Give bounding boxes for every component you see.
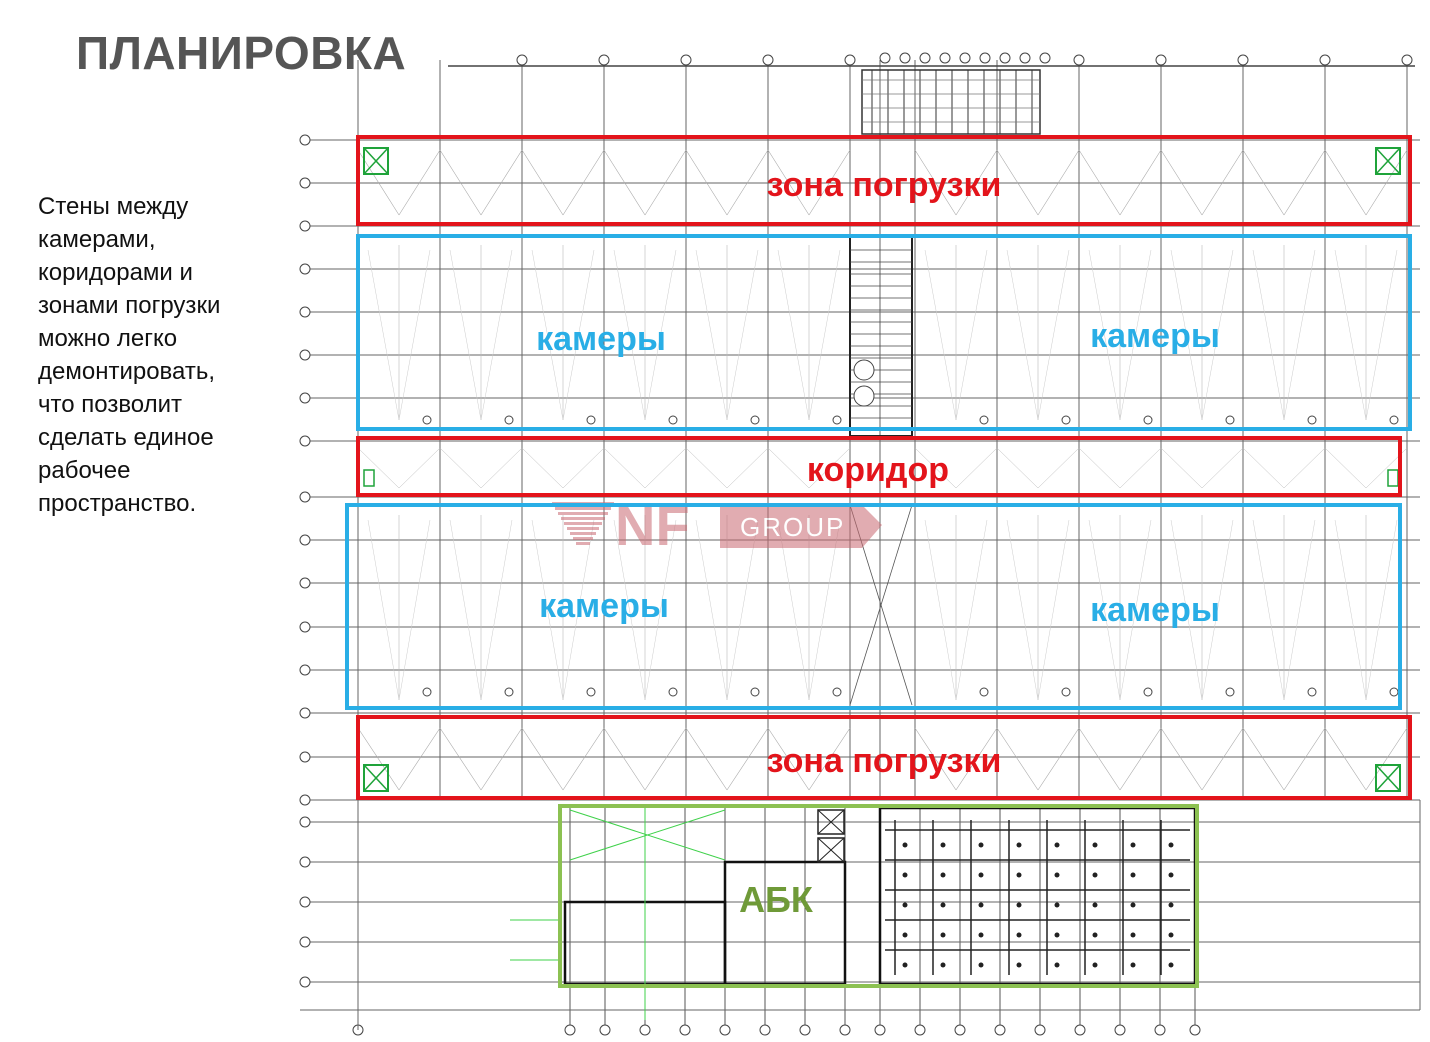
office-dot [941,933,946,938]
rack-line [727,250,758,420]
truss-line [1284,728,1325,790]
grid-axis-marker [300,857,310,867]
rack-line [1007,520,1038,700]
column-marker [751,688,759,696]
column-marker [980,416,988,424]
rack-line [1284,250,1315,420]
column-marker [833,416,841,424]
truss-line [1284,448,1325,488]
label-loading-top: зона погрузки [766,166,1002,204]
truss-line [727,728,768,790]
truss-line [1243,728,1284,790]
grid-axis-marker [300,178,310,188]
column-marker [423,416,431,424]
office-dot [941,903,946,908]
grid-axis-marker [640,1025,650,1035]
grid-axis-marker [300,622,310,632]
office-dot [1055,963,1060,968]
grid-axis-marker [1020,53,1030,63]
grid-axis-marker [980,53,990,63]
office-dot [1093,873,1098,878]
grid-axis-marker [300,535,310,545]
column-marker [1062,688,1070,696]
truss-line [686,448,727,488]
office-dot [1131,843,1136,848]
column-marker [1308,688,1316,696]
truss-line [481,448,522,488]
truss-line [440,728,481,790]
column-marker [1390,416,1398,424]
office-dot [1131,963,1136,968]
office-dot [1169,903,1174,908]
grid-axis-marker [1238,55,1248,65]
rack-line [1253,520,1284,700]
column-marker [980,688,988,696]
column-marker [1308,416,1316,424]
grid-axis-marker [880,53,890,63]
label-office: АБК [739,879,813,920]
truss-line [1325,448,1366,488]
column-marker [423,688,431,696]
column-marker [1144,416,1152,424]
grid-axis-marker [600,1025,610,1035]
grid-axis-marker [1074,55,1084,65]
rack-line [450,520,481,700]
grid-axis-marker [300,264,310,274]
rack-line [1038,520,1069,700]
truss-line [1202,728,1243,790]
column-marker [669,688,677,696]
rack-line [1007,250,1038,420]
grid-axis-marker [940,53,950,63]
truss-line [956,448,997,488]
watermark-stripe [567,527,599,530]
grid-axis-marker [760,1025,770,1035]
grid-axis-marker [300,937,310,947]
office-dot [1169,873,1174,878]
rack-line [1284,520,1315,700]
office-dot [979,963,984,968]
office-dot [1093,903,1098,908]
rack-line [368,250,399,420]
label-chambers-top-left: камеры [536,320,666,358]
office-dot [903,933,908,938]
truss-line [997,448,1038,488]
office-dot [979,873,984,878]
office-dot [1055,933,1060,938]
office-dot [1093,933,1098,938]
label-chambers-bottom-right: камеры [1090,591,1220,629]
grid-axis-marker [875,1025,885,1035]
column-marker [505,688,513,696]
grid-axis-marker [300,578,310,588]
column-marker [1144,688,1152,696]
grid-axis-marker [300,977,310,987]
watermark-group: GROUP [740,512,846,542]
truss-line [768,448,809,488]
truss-line [997,728,1038,790]
grid-axis-marker [300,492,310,502]
rack-line [450,250,481,420]
office-dot [903,873,908,878]
grid-axis-marker [840,1025,850,1035]
office-dot [903,903,908,908]
office-dot [979,843,984,848]
truss-line [727,448,768,488]
dock-marker [364,470,374,486]
grid-axis-marker [300,708,310,718]
office-dot [903,843,908,848]
grid-axis-marker [517,55,527,65]
watermark-stripe [564,522,602,525]
rack-line [399,250,430,420]
rack-line [1253,250,1284,420]
rack-line [778,250,809,420]
column-marker [1062,416,1070,424]
rack-line [1335,520,1366,700]
truss-line [399,448,440,488]
grid-axis-marker [1035,1025,1045,1035]
office-dot [1169,963,1174,968]
rack-line [956,250,987,420]
column-marker [1226,688,1234,696]
grid-axis-marker [960,53,970,63]
rack-line [925,520,956,700]
office-dot [1131,873,1136,878]
grid-axis-marker [300,307,310,317]
grid-axis-marker [1115,1025,1125,1035]
label-chambers-top-right: камеры [1090,317,1220,355]
watermark-stripe [570,532,596,535]
office-dot [1017,903,1022,908]
column-marker [1226,416,1234,424]
truss-line [1038,448,1079,488]
page-title: ПЛАНИРОВКА [76,27,407,79]
column-marker [669,416,677,424]
core-equipment [854,386,874,406]
core-equipment [854,360,874,380]
grid-axis-marker [1000,53,1010,63]
column-marker [751,416,759,424]
label-corridor: коридор [806,451,950,489]
truss-line [440,448,481,488]
office-dot [903,963,908,968]
column-marker [1390,688,1398,696]
truss-line [1120,728,1161,790]
office-dot [1055,873,1060,878]
office-dot [1093,843,1098,848]
grid-axis-marker [300,135,310,145]
office-dot [1169,933,1174,938]
office-dot [1017,963,1022,968]
truss-line [1038,728,1079,790]
office-dot [1131,903,1136,908]
truss-line [645,728,686,790]
office-dot [941,963,946,968]
rack-line [1335,250,1366,420]
truss-line [1120,448,1161,488]
rack-line [399,520,430,700]
label-loading-bottom: зона погрузки [766,742,1002,780]
zone-office [560,806,1197,986]
rack-line [925,250,956,420]
grid-axis-marker [845,55,855,65]
rack-line [696,250,727,420]
truss-line [1079,728,1120,790]
grid-axis-marker [680,1025,690,1035]
rack-line [1038,250,1069,420]
office-dot [1131,933,1136,938]
office-dot [1017,933,1022,938]
rack-line [481,250,512,420]
grid-axis-marker [1156,55,1166,65]
truss-line [1202,448,1243,488]
truss-line [1079,448,1120,488]
grid-axis-marker [1040,53,1050,63]
watermark-stripe [576,542,590,545]
column-marker [587,416,595,424]
watermark-stripe [561,517,605,520]
grid-axis-marker [300,350,310,360]
description-text: Стены между камерами, коридорами и зонами погрузки можно легко демонтировать, что позволит сделать единое рабочее пространство. [38,193,221,517]
watermark-nf: NF [615,494,690,557]
label-chambers-bottom-left: камеры [539,587,669,625]
column-marker [587,688,595,696]
watermark-logo-mark [552,502,614,545]
grid-axis-marker [763,55,773,65]
grid-axis-marker [1190,1025,1200,1035]
truss-line [1161,448,1202,488]
office-dot [1093,963,1098,968]
office-dot [979,903,984,908]
column-marker [833,688,841,696]
truss-line [399,728,440,790]
truss-line [563,448,604,488]
truss-line [481,728,522,790]
grid-axis-marker [955,1025,965,1035]
grid-axis-marker [900,53,910,63]
grid-axis-marker [300,795,310,805]
office-dot [1055,903,1060,908]
grid-axis-marker [300,393,310,403]
grid-axis-marker [1320,55,1330,65]
office-dot [1017,843,1022,848]
grid-axis-marker [300,897,310,907]
truss-line [1243,448,1284,488]
rack-line [368,520,399,700]
office-dot [1169,843,1174,848]
truss-line [604,728,645,790]
column-marker [505,416,513,424]
grid-axis-marker [681,55,691,65]
truss-line [522,728,563,790]
grid-axis-marker [300,817,310,827]
office-dot [979,933,984,938]
rack-line [809,250,840,420]
grid-axis-marker [995,1025,1005,1035]
rack-line [1366,250,1397,420]
rack-line [481,520,512,700]
truss-line [563,728,604,790]
grid-axis-marker [1402,55,1412,65]
zone-chambers-bottom [347,505,1400,708]
watermark-stripe [555,507,611,510]
rack-line [956,520,987,700]
truss-line [522,448,563,488]
grid-axis-marker [1075,1025,1085,1035]
truss-line [686,728,727,790]
office-dot [1017,873,1022,878]
office-dot [941,873,946,878]
grid-axis-marker [920,53,930,63]
grid-axis-marker [565,1025,575,1035]
watermark-stripe [558,512,608,515]
dock-marker [1388,470,1398,486]
grid-axis-marker [915,1025,925,1035]
watermark-stripe [573,537,593,540]
truss-line [1161,728,1202,790]
truss-line [645,448,686,488]
grid-axis-marker [300,665,310,675]
grid-axis-marker [300,436,310,446]
grid-axis-marker [300,752,310,762]
grid-axis-marker [720,1025,730,1035]
zone-chambers-top [358,236,1410,429]
office-dot [1055,843,1060,848]
truss-line [1325,728,1366,790]
grid-axis-marker [800,1025,810,1035]
grid-axis-marker [300,221,310,231]
grid-axis-marker [599,55,609,65]
grid-axis-marker [1155,1025,1165,1035]
office-dot [941,843,946,848]
office-block [880,808,1195,984]
truss-line [604,448,645,488]
rack-line [1366,520,1397,700]
